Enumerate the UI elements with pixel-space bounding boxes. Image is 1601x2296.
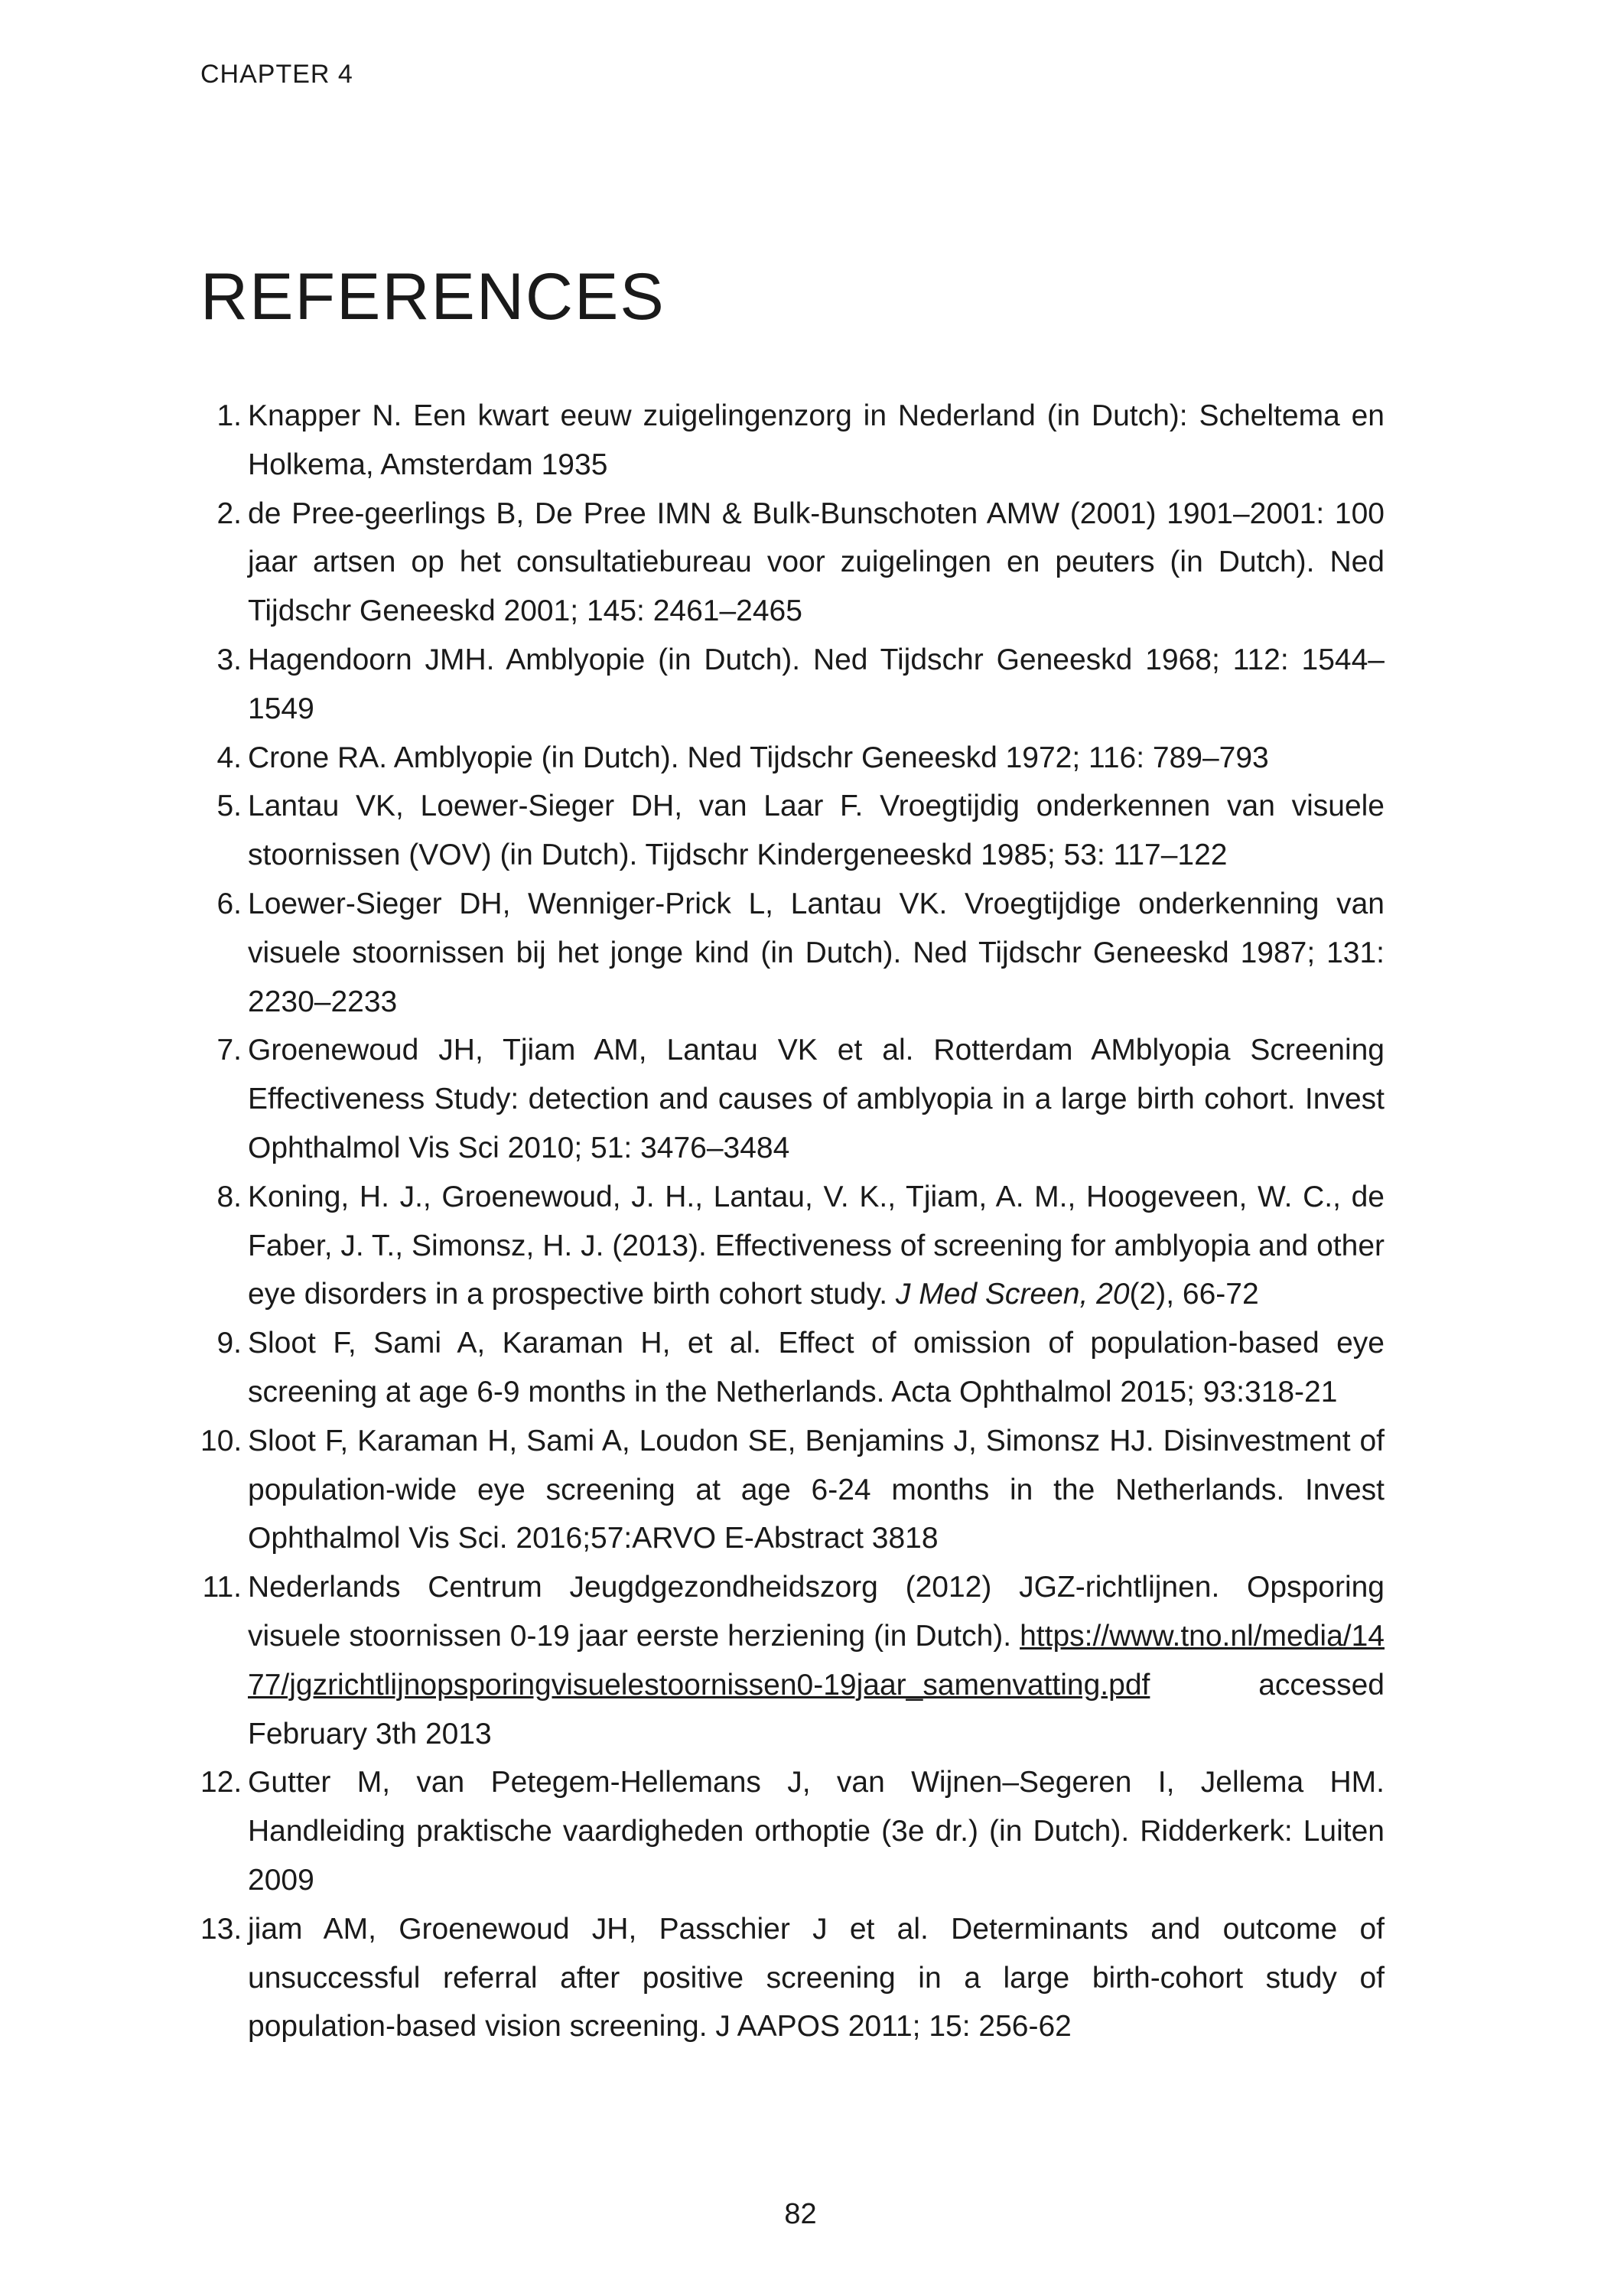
reference-tail: (2), 66-72	[1129, 1278, 1259, 1311]
reference-number: 3.	[216, 643, 242, 676]
reference-text	[248, 1571, 1385, 1750]
reference-text: Sloot F, Karaman H, Sami A, Loudon SE, Benjamins J, Simonsz HJ. Disinvestment of population-wide eye screening at age 6-24 months in the Netherlands. Invest Ophthalmol Vis Sci. 2016;57:ARVO E-Abstract 3818	[248, 1424, 1385, 1555]
reference-number: 8.	[216, 1180, 242, 1213]
reference-tail: accessed February 3th 2013	[248, 1668, 1385, 1750]
reference-item	[200, 1026, 1385, 1172]
page-title: REFERENCES	[200, 260, 665, 334]
reference-text: Lantau VK, Loewer-Sieger DH, van Laar F. Vroegtijdig onderkennen van visuele stoornissen (VOV) (in Dutch). Tijdschr Kindergeneeskd 1985; 53: 117–122	[248, 790, 1385, 872]
reference-text: Loewer-Sieger DH, Wenniger-Prick L, Lantau VK. Vroegtijdige onderkenning van visuele stoornissen bij het jonge kind (in Dutch). Ned Tijdschr Geneeskd 1987; 131: 2230–2233	[248, 887, 1385, 1018]
reference-text: Gutter M, van Petegem-Hellemans J, van Wijnen–Segeren I, Jellema HM. Handleiding praktische vaardigheden orthoptie (3e dr.) (in Dutch). Ridderkerk: Luiten 2009	[248, 1766, 1385, 1897]
reference-item	[200, 1905, 1385, 2051]
running-head: CHAPTER 4	[200, 60, 353, 89]
reference-item	[200, 636, 1385, 734]
reference-list	[200, 392, 1385, 2051]
reference-text: Sloot F, Sami A, Karaman H, et al. Effect of omission of population-based eye screening at age 6-9 months in the Netherlands. Acta Ophthalmol 2015; 93:318-21	[248, 1327, 1385, 1409]
reference-number: 12.	[200, 1766, 242, 1799]
reference-body: Nederlands Centrum Jeugdgezondheidszorg (2012) JGZ-richtlijnen. Opsporing visuele stoornissen 0-19 jaar eerste herziening (in Dutch).	[248, 1571, 1385, 1653]
reference-item	[200, 1319, 1385, 1417]
reference-item	[200, 734, 1385, 783]
reference-text: Crone RA. Amblyopie (in Dutch). Ned Tijdschr Geneeskd 1972; 116: 789–793	[248, 741, 1269, 774]
reference-number: 7.	[216, 1034, 242, 1067]
reference-item	[200, 1417, 1385, 1563]
reference-link[interactable]: https://www.tno.nl/media/1477/jgzrichtlijnopsporingvisuelestoornissen0-19jaar_samenvatting.pdf	[248, 1619, 1385, 1702]
reference-item	[200, 880, 1385, 1026]
reference-number: 1.	[216, 399, 242, 432]
reference-item	[200, 490, 1385, 636]
reference-number: 6.	[216, 887, 242, 920]
reference-item	[200, 782, 1385, 880]
reference-text: Groenewoud JH, Tjiam AM, Lantau VK et al. Rotterdam AMblyopia Screening Effectiveness Study: detection and causes of amblyopia in a large birth cohort. Invest Ophthalmol Vis Sci 2010; 51: 3476–3484	[248, 1034, 1385, 1164]
reference-text	[248, 1181, 1385, 1311]
reference-text: Knapper N. Een kwart eeuw zuigelingenzorg in Nederland (in Dutch): Scheltema en Holkema, Amsterdam 1935	[248, 399, 1385, 481]
reference-item	[200, 1563, 1385, 1758]
reference-number: 2.	[216, 497, 242, 530]
reference-number: 13.	[200, 1912, 242, 1946]
reference-body: Koning, H. J., Groenewoud, J. H., Lantau, V. K., Tjiam, A. M., Hoogeveen, W. C., de Faber, J. T., Simonsz, H. J. (2013). Effectiveness of screening for amblyopia and other eye disorders in a prospective birth cohort study.	[248, 1180, 1385, 1311]
page-number: 82	[784, 2198, 817, 2230]
reference-item	[200, 392, 1385, 490]
reference-number: 9.	[216, 1327, 242, 1360]
reference-text: jiam AM, Groenewoud JH, Passchier J et al. Determinants and outcome of unsuccessful referral after positive screening in a large birth-cohort study of population-based vision screening. J AAPOS 2011; 15: 256-62	[248, 1912, 1385, 2044]
reference-text: de Pree-geerlings B, De Pree IMN & Bulk-Bunschoten AMW (2001) 1901–2001: 100 jaar artsen op het consultatiebureau voor zuigelingen en peuters (in Dutch). Ned Tijdschr Geneeskd 2001; 145: 2461–2465	[248, 497, 1385, 628]
journal-title: J Med Screen, 20	[895, 1278, 1130, 1311]
reference-number: 11.	[202, 1571, 242, 1604]
reference-item	[200, 1173, 1385, 1319]
reference-number: 10.	[200, 1424, 242, 1457]
reference-item	[200, 1758, 1385, 1904]
reference-text: Hagendoorn JMH. Amblyopie (in Dutch). Ned Tijdschr Geneeskd 1968; 112: 1544–1549	[248, 643, 1385, 725]
reference-number: 4.	[216, 741, 242, 774]
reference-number: 5.	[216, 790, 242, 823]
